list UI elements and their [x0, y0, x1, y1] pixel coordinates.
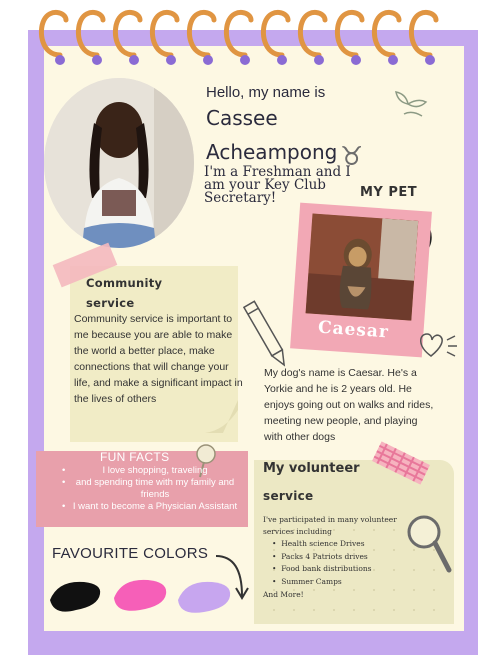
pet-description: My dog's name is Caesar. He's a Yorkie and he is 2 years old. He enjoys going out on walks and rides, meeting new people, and playing with other dogs [264, 367, 434, 443]
pet-photo [306, 213, 419, 320]
volunteer-intro: I've participated in many volunteer services including [263, 515, 397, 536]
volunteer-heading: My volunteer [263, 461, 360, 476]
volunteer-item: • Packs 4 Patriots drives [272, 551, 368, 561]
favourite-color-swatches [44, 572, 254, 622]
spiral-binding [0, 0, 500, 80]
magnifying-glass-icon [404, 512, 454, 576]
fun-facts-title: FUN FACTS [100, 450, 170, 464]
favourite-colors-title: FAVOURITE COLORS [52, 545, 209, 562]
community-heading-service: service [86, 296, 135, 310]
intro-text: I'm a Freshman and I am your Key Club Secretary! [204, 164, 351, 206]
pet-name: Caesar [317, 317, 390, 343]
fun-fact-item: • I love shopping, traveling [62, 465, 208, 476]
fun-fact-item: • and spending time with my family and friends [62, 477, 235, 500]
last-name: Acheampong [206, 140, 338, 164]
leaf-doodle-icon [390, 84, 430, 124]
greeting-text: Hello, my name is [206, 84, 326, 101]
volunteer-heading-service: service [263, 489, 314, 503]
pencil-doodle-icon [243, 295, 293, 375]
first-name: Cassee [206, 106, 278, 130]
fun-facts-list [56, 465, 246, 513]
volunteer-item: • Summer Camps [272, 576, 342, 586]
taurus-icon: ♉ [340, 142, 364, 172]
fun-fact-item: • I want to become a Physician Assistant [62, 501, 238, 512]
volunteer-list [272, 538, 372, 588]
page-curl-icon [205, 400, 240, 434]
volunteer-outro: And More! [263, 590, 304, 599]
volunteer-item: • Health science Drives [272, 539, 365, 548]
volunteer-item: • Food bank distributions [272, 564, 372, 573]
community-heading: Community [86, 276, 163, 290]
community-service-text: Community service is important to me because you are able to make the world a better place, make connections that will change your life, and make a significant impact in the lives of others [74, 313, 243, 405]
profile-photo [44, 78, 194, 248]
color-swatch-black [50, 582, 100, 612]
color-swatch-pink [114, 580, 166, 611]
color-swatch-lavender [178, 582, 230, 613]
heart-doodle-icon [415, 328, 460, 362]
my-pet-heading: MY PET [360, 185, 418, 200]
